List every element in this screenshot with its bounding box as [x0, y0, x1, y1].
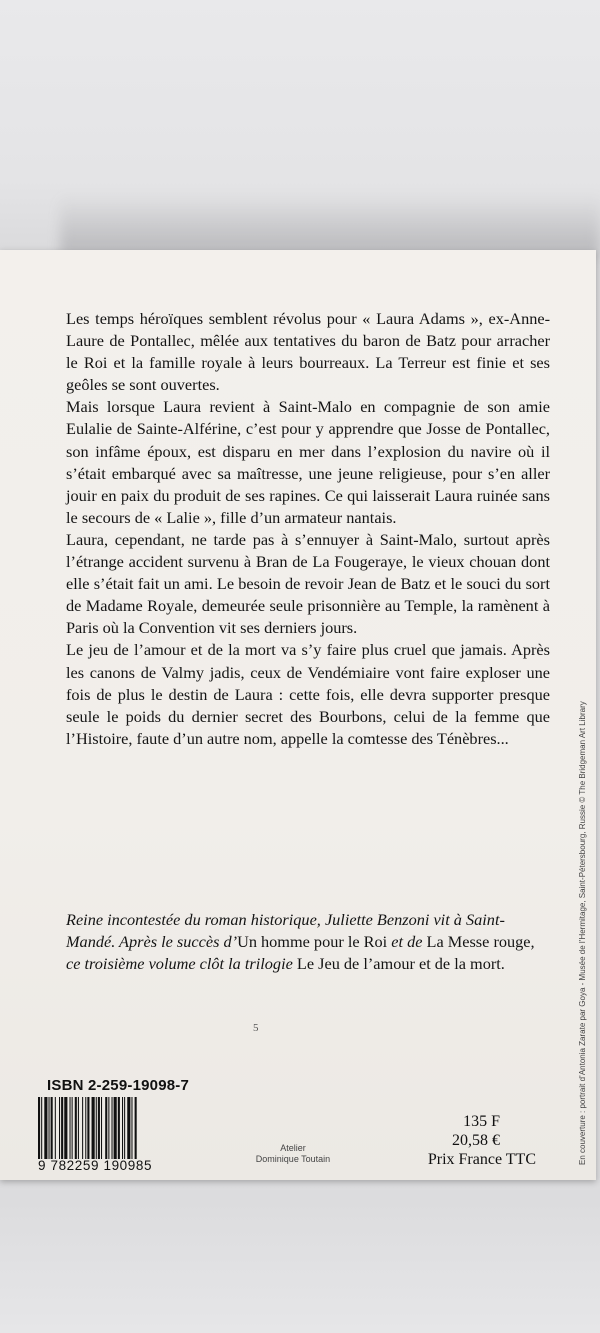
barcode-bar: [118, 1097, 120, 1159]
barcode-bar: [108, 1097, 109, 1159]
barcode-bar: [75, 1097, 77, 1159]
barcode-bar: [98, 1097, 100, 1159]
price-franc: 135 F: [463, 1113, 500, 1130]
barcode-bar: [131, 1097, 132, 1159]
barcode-bar: [112, 1097, 113, 1159]
barcode-bar: [124, 1097, 125, 1159]
barcode-bar: [96, 1097, 97, 1159]
barcode-bar: [101, 1097, 102, 1159]
barcode-bar: [61, 1097, 63, 1159]
barcode-bar: [51, 1097, 53, 1159]
barcode-bar: [105, 1097, 107, 1159]
barcode-bar: [85, 1097, 86, 1159]
barcode-bar: [92, 1097, 95, 1159]
barcode-bar: [82, 1097, 83, 1159]
bio-book-2: La Messe rouge: [426, 932, 531, 952]
atelier-line-1: Atelier: [280, 1143, 306, 1153]
price-label: Prix France TTC: [427, 1151, 536, 1168]
barcode-bar: [55, 1097, 56, 1159]
isbn-label: ISBN 2-259-19098-7: [47, 1077, 190, 1094]
page-mark: 5: [253, 1022, 259, 1034]
atelier-line-2: Dominique Toutain: [255, 1154, 331, 1164]
barcode: [38, 1097, 200, 1159]
barcode-bar: [38, 1097, 40, 1159]
barcode-bar: [44, 1097, 47, 1159]
price-block: [418, 1112, 536, 1169]
blurb-paragraph-4: Le jeu de l’amour et de la mort va s’y faire plus cruel que jamais. Après les canons de Valmy jadis, ceux de Vendémiaire vont faire exploser une fois de plus le destin de Laura : cette fois, elle devra supporter presque seule le poids du dernier secret des Bourbons, celui de la femme que l’Histoire, faute d’un autre nom, appelle la comtesse des Ténèbres...: [66, 640, 550, 748]
bio-text-4: .: [500, 954, 505, 974]
atelier-credit: [248, 1143, 338, 1165]
blurb-paragraph-2: Mais lorsque Laura revient à Saint-Malo en compagnie de son amie Eulalie de Sainte-Alférine, c’est pour y apprendre que Josse de Pontallec, son infâme époux, est disparu en mer dans l’explosion du navire où il s’était embarqué avec sa maîtresse, une jeune religieuse, pour s’en aller jouir en paix du produit de ses rapines. Ce qui laisserait Laura ruinée sans le secours de « Lalie », fille d’un armateur nantais.: [66, 397, 550, 527]
bio-book-1: Un homme pour le Roi: [237, 932, 388, 952]
barcode-bar: [49, 1097, 50, 1159]
barcode-bar: [78, 1097, 79, 1159]
cover-credit: En couverture : portrait d’Antonia Zarate par Goya - Musée de l’Hermitage, Saint-Pétersbourg, Russie © The Bridgeman Art Library: [578, 701, 587, 1165]
barcode-digits: 9 782259 190985: [38, 1158, 153, 1173]
barcode-bar: [114, 1097, 117, 1159]
blurb-text: [66, 308, 550, 750]
barcode-bar: [87, 1097, 89, 1159]
book-shadow: [60, 195, 600, 255]
barcode-bar: [70, 1097, 71, 1159]
barcode-bar: [127, 1097, 130, 1159]
barcode-bar: [122, 1097, 123, 1159]
blurb-paragraph-3: Laura, cependant, ne tarde pas à s’ennuyer à Saint-Malo, surtout après l’étrange accident survenu à Bran de La Fougeraye, le vieux chouan dont elle s’était fait un ami. Le besoin de revoir Jean de Batz et le souci du sort de Madame Royale, demeurée seule prisonnière au Temple, la ramènent à Paris où la Convention vit ses derniers jours.: [66, 529, 550, 638]
price-euro: 20,58 €: [452, 1132, 500, 1149]
bio-trilogy: Le Jeu de l’amour et de la mort: [296, 954, 501, 974]
author-bio: [66, 909, 540, 975]
barcode-bar: [41, 1097, 42, 1159]
blurb-paragraph-1: Les temps héroïques semblent révolus pour « Laura Adams », ex-Anne-Laure de Pontallec, mêlée aux tentatives du baron de Batz pour arracher le Roi et la famille royale à leurs bourreaux. La Terreur est finie et ses geôles se sont ouvertes.: [66, 309, 550, 395]
barcode-bar: [59, 1097, 60, 1159]
barcode-bar: [72, 1097, 73, 1159]
bio-text-1: Reine incontestée du roman historique, Juliette Benzoni vit à Saint-Mandé. Après le succès d’: [66, 910, 505, 952]
barcode-bar: [64, 1097, 67, 1159]
bio-text-3: , ce troisième volume clôt la trilogie: [66, 932, 535, 974]
barcode-bar: [135, 1097, 137, 1159]
bio-text-2: et de: [387, 932, 427, 952]
